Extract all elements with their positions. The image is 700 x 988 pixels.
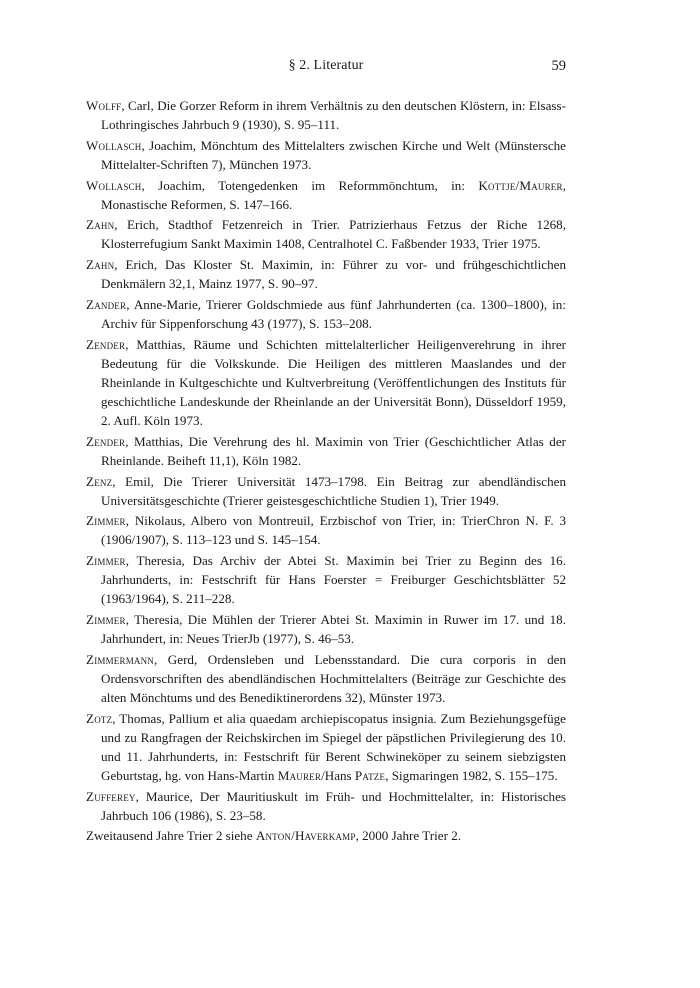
bibliography-entry	[86, 215, 566, 253]
entry-author: Wollasch	[86, 137, 142, 153]
entry-text: , Anne-Marie, Trierer Goldschmiede aus fünf Jahrhunderten (ca. 1300–1800), in: Archiv für Sippenforschung 43 (1977), S. 153–208.	[101, 296, 566, 331]
entry-text: , Theresia, Die Mühlen der Trierer Abtei St. Maximin in Ruwer im 17. und 18. Jahrhundert, in: Neues TrierJb (1977), S. 46–53.	[101, 611, 566, 647]
entry-text: , Gerd, Ordensleben und Lebensstandard. Die cura corporis in den Ordensvorschriften des abendländischen Hochmittelalters (Beiträge zur Geschichte des alten Mönchtums und des Benediktinerordens 32), Münster 1973.	[101, 651, 566, 705]
entry-cited-author: Patze	[354, 767, 386, 783]
entry-author: Zender	[86, 336, 126, 352]
bibliography-entry	[86, 472, 566, 510]
page-number: 59	[551, 58, 566, 74]
entry-author: Zander	[86, 296, 127, 312]
entry-text: , Erich, Das Kloster St. Maximin, in: Führer zu vor- und frühgeschichtlichen Denkmälern 32,1, Mainz 1977, S. 90–97.	[101, 257, 566, 292]
page-header	[86, 58, 566, 80]
bibliography-entry	[86, 551, 566, 608]
entry-text: , Theresia, Das Archiv der Abtei St. Maximin bei Trier zu Beginn des 16. Jahrhunderts, in: Festschrift für Hans Foerster = Freiburger Geschichtsblätter 52 (1963/1964), S. 211–228.	[101, 553, 566, 607]
bibliography-entry	[86, 432, 566, 470]
bibliography-entry	[86, 96, 566, 134]
entry-author: Zimmer	[86, 553, 126, 569]
entry-author: Zotz	[86, 710, 113, 726]
entry-author: Zahn	[86, 257, 115, 273]
bibliography-list	[86, 96, 566, 845]
entry-text-continued: , Sigmaringen 1982, S. 155–175.	[385, 767, 558, 783]
bibliography-entry	[86, 826, 566, 845]
bibliography-entry	[86, 295, 566, 333]
entry-text: , Joachim, Mönchtum des Mittelalters zwischen Kirche und Welt (Münstersche Mittelalter-Schriften 7), München 1973.	[101, 137, 566, 172]
entry-cited-author: Anton/Haverkamp	[255, 828, 356, 844]
entry-text: , Erich, Stadthof Fetzenreich in Trier. Patrizierhaus Fetzus der Riche 1268, Klosterrefugium Sankt Maximin 1408, Centralhotel C. Faßbender 1933, Trier 1975.	[101, 217, 566, 252]
bibliography-entry	[86, 136, 566, 174]
entry-author: Zimmer	[86, 611, 126, 627]
entry-author: Zahn	[86, 217, 115, 233]
entry-text: Zweitausend Jahre Trier 2 siehe	[86, 828, 256, 844]
entry-text: , Nikolaus, Albero von Montreuil, Erzbischof von Trier, in: TrierChron N. F. 3 (1906/1907), S. 113–123 und S. 145–154.	[101, 513, 566, 548]
entry-text: , Joachim, Totengedenken im Reformmönchtum, in:	[141, 177, 479, 193]
bibliography-entry	[86, 709, 566, 785]
entry-text: , Matthias, Die Verehrung des hl. Maximin von Trier (Geschichtlicher Atlas der Rheinlande. Beiheft 11,1), Köln 1982.	[101, 433, 566, 468]
entry-text: , Carl, Die Gorzer Reform in ihrem Verhältnis zu den deutschen Klöstern, in: Elsass-Lothringisches Jahrbuch 9 (1930), S. 95–111.	[101, 98, 566, 133]
bibliography-entry	[86, 255, 566, 293]
entry-text: , Thomas, Pallium et alia quaedam archiepiscopatus insignia. Zum Beziehungsgefüge und zu Rangfragen der Reichskirchen im Spiegel der päpstlichen Privilegierung des 10. und 11. Jahrhunderts, in: Festschrift für Berent Schwineköper zu seinem siebzigsten Geburtstag, hg. von Hans-Martin	[101, 710, 566, 783]
entry-author: Wolff	[86, 98, 122, 113]
entry-author: Zimmer	[86, 513, 126, 529]
bibliography-entry	[86, 650, 566, 707]
bibliography-entry	[86, 335, 566, 430]
running-head: § 2. Literatur	[288, 58, 364, 73]
entry-text: , Maurice, Der Mauritiuskult im Früh- und Hochmittelalter, in: Historisches Jahrbuch 106 (1986), S. 23–58.	[101, 788, 566, 823]
entry-text: , Matthias, Räume und Schichten mittelalterlicher Heiligenverehrung in ihrer Bedeutung für die Volkskunde. Die Heiligen des mittleren Maaslandes und der Rheinlande in Kultgeschichte und Kultverbreitung (Veröffentlichungen des Instituts für geschichtliche Landeskunde der Rheinlande an der Universität Bonn), Düsseldorf 1959, 2. Aufl. Köln 1973.	[101, 336, 566, 429]
entry-author: Wollasch	[86, 177, 142, 193]
entry-text: , Emil, Die Trierer Universität 1473–1798. Ein Beitrag zur abendländischen Universitätsgeschichte (Trierer geistesgeschichtliche Studien 1), Trier 1949.	[101, 473, 566, 508]
entry-text-continued: , 2000 Jahre Trier 2.	[355, 828, 462, 844]
entry-author: Zimmermann	[86, 651, 155, 667]
bibliography-entry	[86, 787, 566, 825]
entry-cited-author: Maurer	[277, 767, 322, 783]
entry-text-continued: /Hans	[321, 767, 355, 783]
bibliography-entry	[86, 511, 566, 549]
bibliography-entry	[86, 176, 566, 214]
page	[86, 58, 566, 847]
entry-cited-author: Kottje/Maurer	[478, 177, 563, 193]
entry-text-continued: , Monastische Reformen, S. 147–166.	[101, 177, 566, 212]
entry-author: Zenz	[86, 473, 113, 489]
entry-author: Zufferey	[86, 788, 136, 804]
bibliography-entry	[86, 610, 566, 648]
entry-author: Zender	[86, 433, 126, 449]
